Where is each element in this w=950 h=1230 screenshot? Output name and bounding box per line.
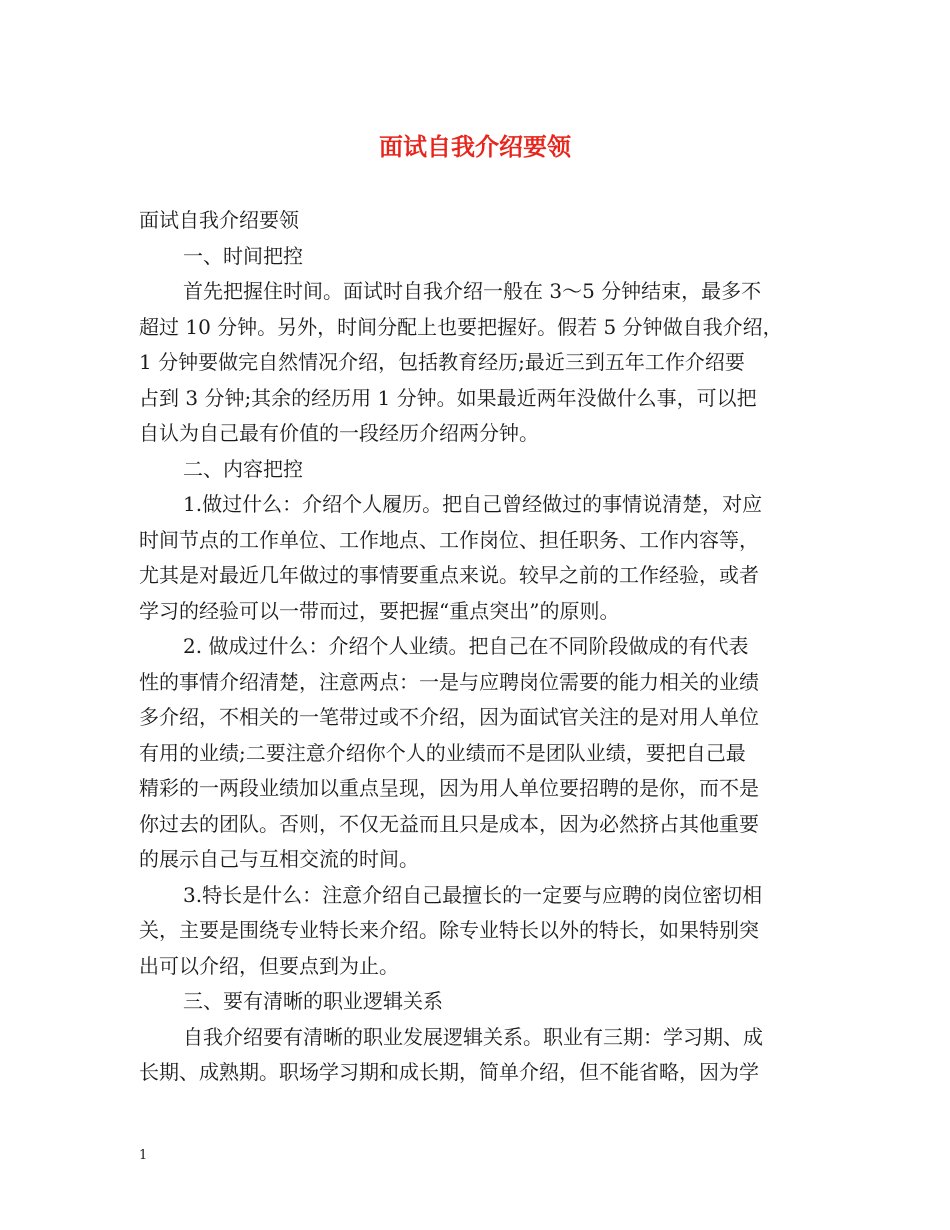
- body-line: 长期、成熟期。职场学习期和成长期，简单介绍，但不能省略，因为学: [139, 1060, 759, 1084]
- body-line: 时间节点的工作单位、工作地点、工作岗位、担任职务、工作内容等，: [139, 527, 759, 552]
- document-title: 面试自我介绍要领: [379, 133, 571, 161]
- section-heading: 二、内容把控: [183, 456, 303, 481]
- body-line: 2. 做成过什么：介绍个人业绩。把自己在不同阶段做成的有代表: [183, 634, 749, 658]
- body-line: 你过去的团队。否则，不仅无益而且只是成本，因为必然挤占其他重要: [139, 811, 759, 836]
- body-line: 精彩的一两段业绩加以重点呈现，因为用人单位要招聘的是你，而不是: [139, 776, 759, 800]
- body-line: 自我介绍要有清晰的职业发展逻辑关系。职业有三期：学习期、成: [183, 1024, 763, 1049]
- document-body: [139, 203, 811, 1091]
- body-line: 3.特长是什么：注意介绍自己最擅长的一定要与应聘的岗位密切相: [183, 882, 763, 907]
- body-line: 首先把握住时间。面试时自我介绍一般在 3～5 分钟结束，最多不: [183, 279, 762, 303]
- body-line: 多介绍，不相关的一笔带过或不介绍，因为面试官关注的是对用人单位: [139, 705, 759, 729]
- body-line: 1.做过什么：介绍个人履历。把自己曾经做过的事情说清楚，对应: [183, 492, 763, 516]
- body-line: 性的事情介绍清楚，注意两点：一是与应聘岗位需要的能力相关的业绩: [139, 669, 759, 694]
- body-line: 占到 3 分钟;其余的经历用 1 分钟。如果最近两年没做什么事，可以把: [139, 385, 757, 410]
- body-line: 关，主要是围绕专业特长来介绍。除专业特长以外的特长，如果特别突: [139, 918, 759, 942]
- body-line: 的展示自己与互相交流的时间。: [139, 847, 419, 871]
- page-number: 1: [139, 1148, 148, 1163]
- section-heading: 一、时间把控: [183, 243, 303, 268]
- body-line: 出可以介绍，但要点到为止。: [139, 953, 399, 978]
- body-line: 尤其是对最近几年做过的事情要重点来说。较早之前的工作经验，或者: [139, 563, 759, 587]
- section-heading: 三、要有清晰的职业逻辑关系: [183, 989, 443, 1013]
- body-line: 超过 10 分钟。另外，时间分配上也要把握好。假若 5 分钟做自我介绍，: [139, 314, 783, 339]
- body-line: 1 分钟要做完自然情况介绍，包括教育经历;最近三到五年工作介绍要: [139, 350, 745, 374]
- body-line: 有用的业绩;二要注意介绍你个人的业绩而不是团队业绩，要把自己最: [139, 740, 746, 765]
- body-line: 自认为自己最有价值的一段经历介绍两分钟。: [139, 421, 539, 445]
- body-line: 学习的经验可以一带而过，要把握“重点突出”的原则。: [139, 598, 620, 623]
- body-line: 面试自我介绍要领: [139, 208, 299, 232]
